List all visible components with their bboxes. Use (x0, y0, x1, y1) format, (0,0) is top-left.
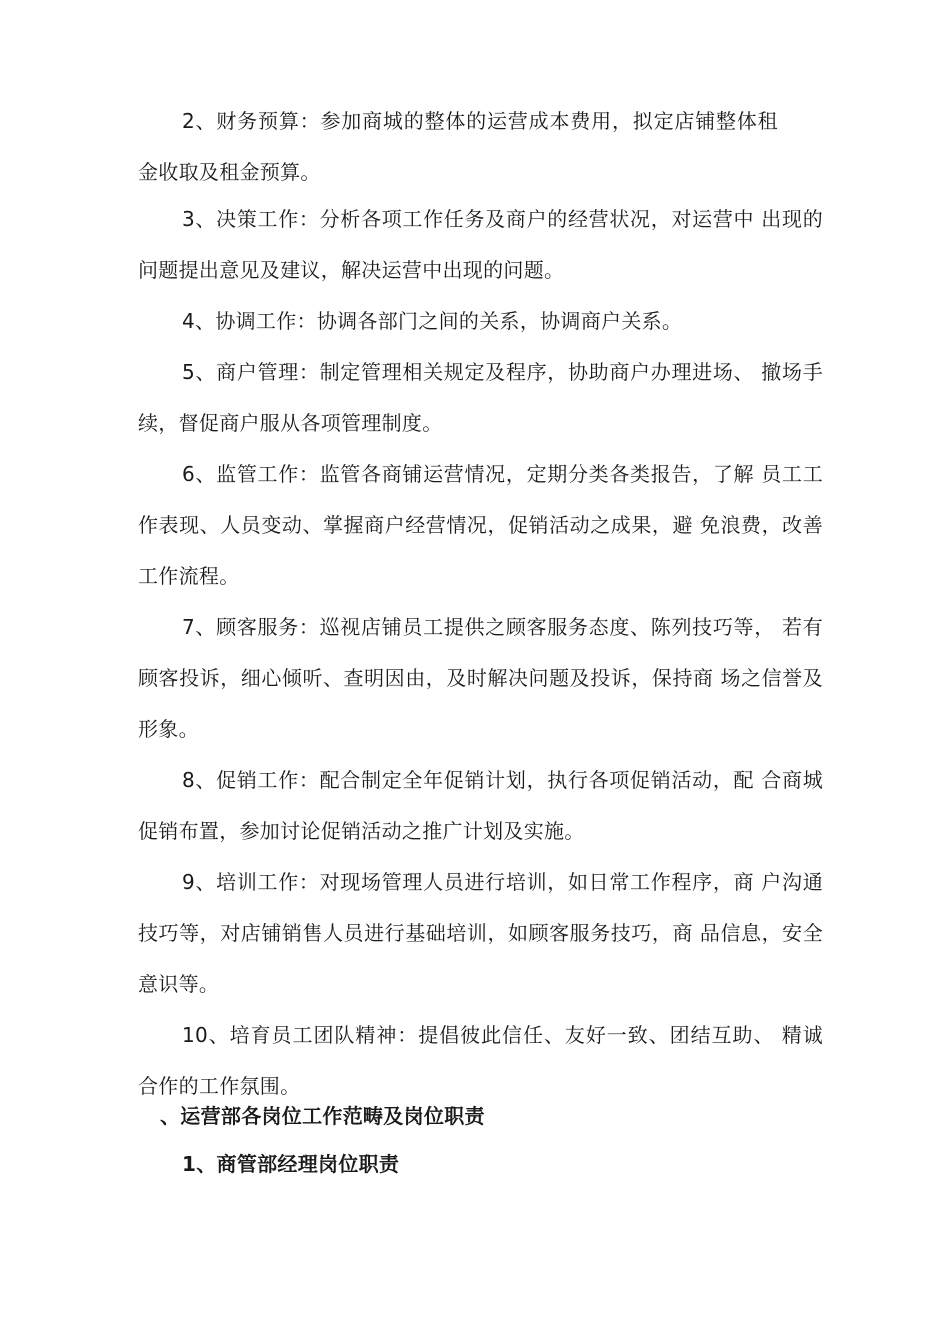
section-heading: 、运营部各岗位工作范畴及岗位职责 (160, 1104, 485, 1128)
paragraph-merchant-management: 5、商户管理：制定管理相关规定及程序，协助商户办理进场、 撤场手续，督促商户服从各项管理制度。 (138, 360, 823, 435)
sub-heading: 1、商管部经理岗位职责 (182, 1152, 400, 1176)
paragraph-customer-service: 7、顾客服务：巡视店铺员工提供之顾客服务态度、陈列技巧等， 若有顾客投诉，细心倾听、查明因由，及时解决问题及投诉，保持商 场之信誉及形象。 (138, 615, 823, 741)
paragraph-team-spirit: 10、培育员工团队精神：提倡彼此信任、友好一致、团结互助、 精诚合作的工作氛围。 (138, 1023, 823, 1098)
paragraph-supervision-work: 6、监管工作：监管各商铺运营情况，定期分类各类报告，了解 员工工作表现、人员变动、掌握商户经营情况，促销活动之成果，避 免浪费，改善工作流程。 (138, 462, 823, 588)
paragraph-training-work: 9、培训工作：对现场管理人员进行培训，如日常工作程序，商 户沟通技巧等，对店铺销售人员进行基础培训，如顾客服务技巧，商 品信息，安全意识等。 (138, 870, 823, 996)
paragraph-promotion-work: 8、促销工作：配合制定全年促销计划，执行各项促销活动，配 合商城促销布置，参加讨论促销活动之推广计划及实施。 (138, 768, 823, 843)
paragraph-decision-work: 3、决策工作：分析各项工作任务及商户的经营状况，对运营中 出现的问题提出意见及建议，解决运营中出现的问题。 (138, 207, 823, 282)
paragraph-financial-budget: 2、财务预算：参加商城的整体的运营成本费用，拟定店铺整体租金收取及租金预算。 (138, 109, 778, 184)
paragraph-coordination-work: 4、协调工作：协调各部门之间的关系，协调商户关系。 (182, 309, 683, 333)
